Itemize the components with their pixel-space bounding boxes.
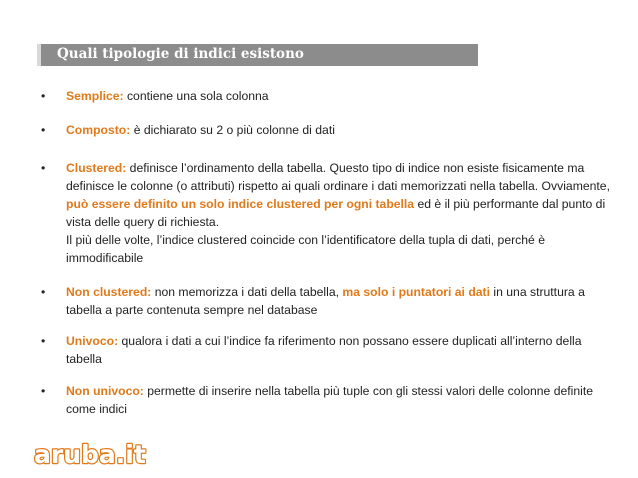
bullet-keyword: Semplice: xyxy=(66,89,124,103)
bullet-text: definisce l’ordinamento della tabella. Questo tipo di indice non esiste fisicamente ma definisce le colonne (o attributi) rispetto ai quali ordinare i dati memorizzati nella tabella. Ovviamente, xyxy=(66,161,610,193)
bullet-text: permette di inserire nella tabella più tuple con gli stessi valori delle colonne definite come indici xyxy=(66,384,594,416)
bullet-text-continued: Il più delle volte, l’indice clustered coincide con l’identificatore della tupla di dati, perché è immodificabile xyxy=(66,233,545,265)
bullet-keyword: Non clustered: xyxy=(66,285,152,299)
bullet-highlight: può essere definito un solo indice clustered per ogni tabella xyxy=(66,197,415,211)
bullet-keyword: Univoco: xyxy=(66,334,119,348)
bullet-dot: • xyxy=(41,123,46,137)
slide-title-bar xyxy=(37,44,478,66)
logo-text: aruba.it xyxy=(34,440,146,469)
bullet-non-clustered xyxy=(41,283,614,319)
bullet-highlight: ma solo i puntatori ai dati xyxy=(342,285,490,299)
bullet-text: in una struttura a tabella a parte contenuta sempre nel database xyxy=(66,285,585,317)
bullet-univoco xyxy=(41,332,614,368)
bullet-text: è dichiarato su 2 o più colonne di dati xyxy=(130,123,335,137)
slide-title: Quali tipologie di indici esistono xyxy=(57,46,304,62)
bullet-text: qualora i dati a cui l’indice fa riferimento non possano essere duplicati all’interno della tabella xyxy=(66,334,582,366)
bullet-composto xyxy=(41,121,614,139)
bullet-text: non memorizza i dati della tabella, xyxy=(151,285,343,299)
bullet-dot: • xyxy=(41,89,46,103)
aruba-logo xyxy=(32,437,146,471)
bullet-keyword: Clustered: xyxy=(66,161,127,175)
bullet-dot: • xyxy=(41,285,46,299)
bullet-dot: • xyxy=(41,334,46,348)
bullet-text: contiene una sola colonna xyxy=(123,89,269,103)
bullet-dot: • xyxy=(41,161,46,175)
bullet-keyword: Composto: xyxy=(66,123,131,137)
bullet-non-univoco xyxy=(41,382,614,418)
bullet-text: ed è il più performante dal punto di vista delle query di richiesta. xyxy=(66,197,606,229)
bullet-clustered xyxy=(41,159,614,267)
bullet-dot: • xyxy=(41,384,46,398)
bullet-keyword: Non univoco: xyxy=(66,384,144,398)
bullet-semplice xyxy=(41,87,614,105)
